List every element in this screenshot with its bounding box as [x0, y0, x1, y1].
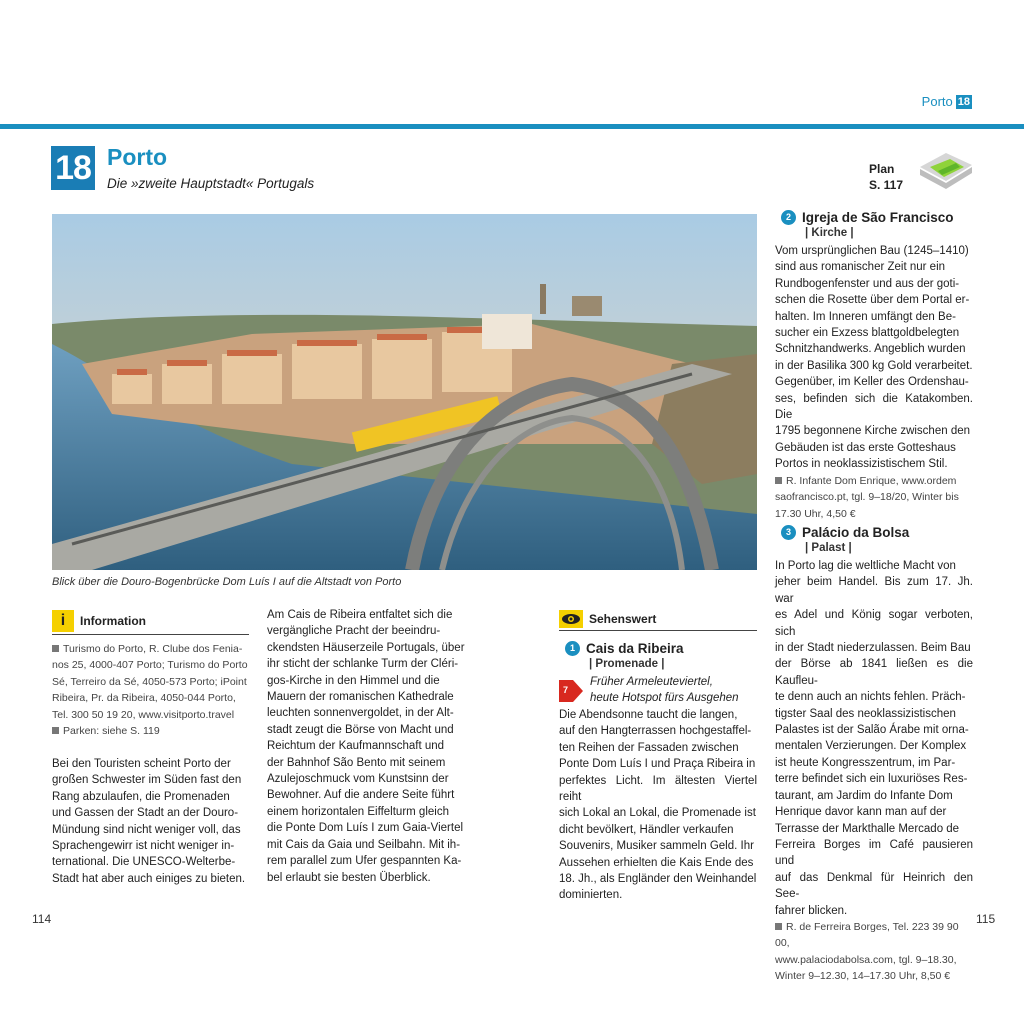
- sight-type: | Palast |: [805, 542, 852, 554]
- chapter-title: Porto: [107, 144, 168, 170]
- chapter-number: 18: [51, 146, 95, 190]
- text-line: Azulejoschmuck vom Kunstsinn der: [267, 773, 449, 786]
- text-line: Rang abzulaufen, die Promenaden: [52, 790, 230, 803]
- info-parking: Parken: siehe S. 119: [63, 725, 160, 738]
- text-line: terre befindet sich ein luxuriöses Res-: [775, 773, 968, 786]
- text-line: Gegenüber, im Keller des Ordenshau-: [775, 376, 969, 389]
- text-line: In Porto lag die weltliche Macht von: [775, 560, 956, 572]
- text-line: Am Cais de Ribeira entfaltet sich die: [267, 609, 453, 621]
- text-line: Ferreira Borges im Café pausieren und: [775, 838, 973, 868]
- bullet-square-icon: [775, 923, 782, 930]
- sight-number: 2: [781, 210, 796, 225]
- sight-palacio-da-bolsa: [781, 524, 975, 554]
- top-rule: [0, 124, 1024, 129]
- sight-type: | Promenade |: [589, 658, 665, 670]
- text-line: jeher beim Handel. Bis zum 17. Jh. war: [775, 576, 973, 605]
- sight-number: 1: [565, 641, 580, 656]
- text-line: gos-Kirche in den Himmel und die: [267, 674, 440, 687]
- info-line: Sé, Terreiro da Sé, 4050-573 Porto; iPoint: [52, 675, 247, 688]
- text-line: Gebäuden ist das erste Gotteshaus: [775, 441, 956, 454]
- sehenswert-heading: [559, 610, 757, 631]
- info-line: saofrancisco.pt, tgl. 9–18/20, Winter bis: [775, 491, 959, 504]
- text-line: Terrasse der Markthalle Mercado de: [775, 822, 960, 835]
- igreja-text: [775, 243, 973, 522]
- running-head: [922, 94, 972, 109]
- text-line: mentalen Verzierungen. Der Komplex: [775, 740, 967, 753]
- bullet-square-icon: [52, 645, 59, 652]
- information-heading: [52, 610, 249, 635]
- text-line: sich Lokal an Lokal, die Promenade ist: [559, 807, 756, 820]
- bullet-square-icon: [775, 477, 782, 484]
- photo-caption: Blick über die Douro-Bogenbrücke Dom Luís I auf die Altstadt von Porto: [52, 576, 402, 588]
- information-label: Information: [80, 614, 146, 628]
- sight-igreja-sao-francisco: [781, 209, 975, 239]
- text-line: halten. Im Inneren umfängt den Be-: [775, 310, 956, 323]
- running-head-num: 18: [957, 95, 970, 108]
- text-line: einem horizontalen Eiffelturm gleich: [267, 805, 449, 818]
- text-line: Portos in neoklassizistischem Stil.: [775, 458, 948, 471]
- info-line: nos 25, 4000-407 Porto; Turismo do Porto: [52, 659, 248, 672]
- text-line: schen die Rosette über dem Portal er-: [775, 294, 970, 307]
- text-line: dominierten.: [559, 889, 623, 902]
- sight-type: | Kirche |: [805, 227, 854, 239]
- tip-number: 7: [563, 685, 569, 695]
- text-line: es Adel und König sogar verboten, sich: [775, 609, 973, 638]
- cais-ribeira-text: [559, 707, 757, 904]
- text-line: Schnitzhandwerks. Angeblich wurden: [775, 343, 966, 356]
- text-line: te denn auch an nichts fehlen. Präch-: [775, 691, 966, 704]
- text-line: leuchten sonnenvergoldet, in der Alt-: [267, 707, 454, 720]
- text-line: in der Stadt niederzulassen. Beim Bau: [775, 642, 971, 655]
- text-line: ist heute Kongresszentrum, im Par-: [775, 756, 956, 769]
- sight-number: 3: [781, 525, 796, 540]
- text-line: Mauern der romanischen Kathedrale: [267, 691, 454, 704]
- text-line: Bei den Touristen scheint Porto der: [52, 758, 231, 770]
- info-line: Tel. 300 50 19 20, www.visitporto.travel: [52, 708, 235, 721]
- text-line: in der Basilika 300 kg Gold verarbeitet.: [775, 359, 973, 372]
- text-line: fahrer blicken.: [775, 904, 848, 917]
- text-line: Palastes ist der Salão Árabe mit orna-: [775, 724, 969, 737]
- running-head-title: Porto: [921, 94, 953, 109]
- bolsa-text: [775, 558, 973, 985]
- sehenswert-box: [559, 610, 757, 631]
- information-box: [52, 610, 249, 739]
- chapter-subtitle: Die »zweite Hauptstadt« Portugals: [107, 176, 315, 191]
- text-line: Souvenirs, Musiker sammeln Geld. Ihr: [559, 840, 754, 853]
- intro-text: [52, 756, 249, 887]
- text-line: Sprachengewirr ist nicht weniger in-: [52, 840, 235, 853]
- porto-photo: [52, 214, 757, 570]
- tip-line: Früher Armeleuteviertel,: [590, 676, 713, 688]
- text-line: bel erlaubt sie besten Überblick.: [267, 871, 431, 884]
- text-line: 18. Jh., als Engländer den Weinhandel: [559, 873, 757, 886]
- text-line: taurant, am Jardim do Infante Dom: [775, 789, 953, 802]
- text-line: tigster Saal des neoklassizistischen: [775, 707, 956, 720]
- text-line: die Ponte Dom Luís I zum Gaia-Viertel: [267, 822, 464, 835]
- text-line: Stadt hat aber auch einiges zu bieten.: [52, 872, 246, 885]
- text-line: vergängliche Pracht der beeindru-: [267, 625, 441, 638]
- text-line: der Bahnhof São Bento mit seinem: [267, 756, 446, 769]
- text-line: großen Schwester im Süden fast den: [52, 774, 242, 787]
- plan-label: Plan: [869, 162, 895, 176]
- eye-icon: [559, 610, 583, 628]
- text-line: auf den Hangterrassen hochgestaffel-: [559, 725, 752, 738]
- info-line: Winter 9–12.30, 14–17.30 Uhr, 8,50 €: [775, 970, 951, 983]
- text-line: der Börse ab 1841 ließen es die Kaufleu-: [775, 658, 973, 687]
- text-line: Mündung sind nicht weniger voll, das: [52, 823, 241, 836]
- text-line: ten Reihen der Fassaden zwischen: [559, 741, 739, 754]
- text-line: Reichtum der Kaufmannschaft und: [267, 740, 445, 753]
- sight-title: Palácio da Bolsa: [802, 525, 910, 540]
- text-line: rem parallel zum Ufer gespannten Ka-: [267, 855, 462, 868]
- sight-title: Cais da Ribeira: [586, 641, 684, 656]
- info-line: R. Infante Dom Enrique, www.ordem: [786, 474, 957, 487]
- map-icon: [916, 149, 974, 189]
- information-lines: [52, 641, 249, 739]
- text-line: Die Abendsonne taucht die langen,: [559, 709, 738, 721]
- info-line: Ribeira, Pr. da Ribeira, 4050-044 Porto,: [52, 692, 236, 705]
- text-line: ihr sticht der schlanke Turm der Cléri-: [267, 658, 459, 671]
- info-line: 17.30 Uhr, 4,50 €: [775, 507, 856, 520]
- info-line: Turismo do Porto, R. Clube dos Fenia-: [63, 643, 243, 655]
- tip-text: [590, 674, 739, 707]
- text-line: sind aus romanischer Zeit nur ein: [775, 261, 946, 274]
- text-line: ckendsten Häuserzeile Portugals, über: [267, 641, 465, 654]
- text-line: Bewohner. Auf die andere Seite führt: [267, 789, 455, 802]
- text-line: Henrique davor kann man auf der: [775, 806, 947, 819]
- text-line: ternational. Die UNESCO-Welterbe-: [52, 856, 236, 869]
- text-line: dicht bevölkert, Händler verkaufen: [559, 823, 734, 836]
- text-line: sucher ein Exzess blattgoldbelegten: [775, 327, 960, 340]
- info-line: R. de Ferreira Borges, Tel. 223 39 90 00,: [775, 920, 959, 950]
- text-line: und Gassen der Stadt an der Douro-: [52, 807, 239, 820]
- sehenswert-label: Sehenswert: [589, 612, 657, 626]
- plan-page: S. 117: [869, 178, 904, 192]
- tip-line: heute Hotspot fürs Ausgehen: [590, 692, 739, 705]
- plan-reference: [869, 161, 903, 193]
- sight-title: Igreja de São Francisco: [802, 210, 954, 225]
- text-line: mit Cais da Gaia und Seilbahn. Mit ih-: [267, 838, 461, 851]
- page-number-right: 115: [976, 912, 996, 926]
- page-number-left: 114: [32, 912, 52, 926]
- text-line: 1795 begonnene Kirche zwischen den: [775, 425, 971, 438]
- info-icon: i: [52, 610, 74, 632]
- bullet-square-icon: [52, 727, 59, 734]
- ribeira-text: [267, 607, 466, 886]
- sight-cais-ribeira: [565, 640, 757, 670]
- text-line: Aussehen erhielten die Kais Ende des: [559, 856, 754, 869]
- text-line: ses, befinden sich die Katakomben. Die: [775, 392, 973, 422]
- text-line: Rundbogenfenster und aus der goti-: [775, 277, 960, 290]
- text-line: Vom ursprünglichen Bau (1245–1410): [775, 245, 969, 257]
- text-line: stadt zeugt die Börse von Macht und: [267, 723, 454, 736]
- text-line: Ponte Dom Luís I und Praça Ribeira in: [559, 758, 756, 771]
- text-line: auf das Denkmal für Heinrich den See-: [775, 871, 973, 901]
- info-line: www.palaciodabolsa.com, tgl. 9–18.30,: [775, 953, 957, 966]
- text-line: perfektes Licht. Im ältesten Viertel reiht: [559, 774, 757, 804]
